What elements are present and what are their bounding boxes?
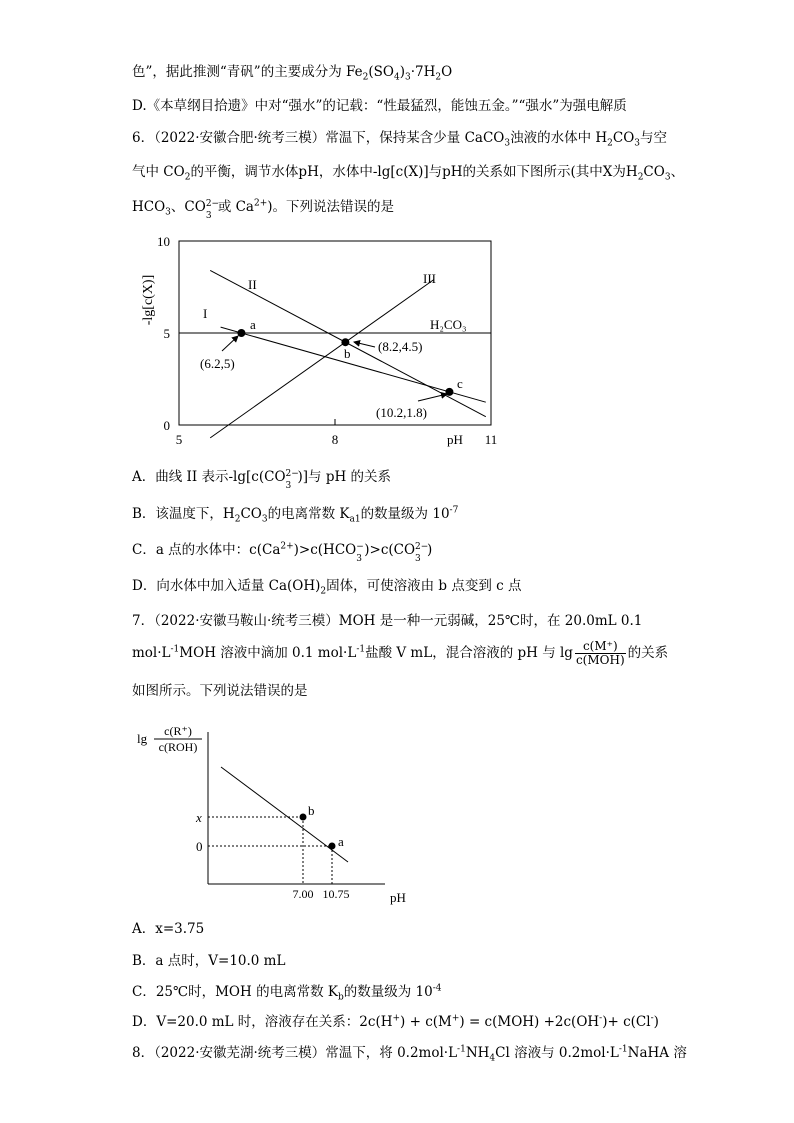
option-d-q5: D.《本草纲目拾遗》中对“强水”的记载：“性最猛烈，能蚀五金。”“强水”为强电解质 (132, 98, 627, 114)
chart1-point-a (237, 329, 245, 337)
chart2-point-b-label: b (308, 803, 315, 818)
question-8-line-1: 8．（2022·安徽芜湖·统考三模）常温下，将 $0.2mol\cdot L^{-1}NH_4Cl$ 溶液与 $0.2mol\cdot L^{-1}NaHA$ 溶 (132, 1044, 687, 1064)
q6-option-b: B．该温度下，$H_2CO_3$的电离常数 $K_{a1}$的数量级为 $10^{-7}$ (132, 505, 459, 525)
chart1-point-c (445, 388, 453, 396)
chart1-arrow-b (354, 342, 375, 347)
chart2-xtick-700: 7.00 (292, 887, 314, 901)
chart1-point-c-label: c (457, 376, 463, 391)
chart2-ytick-x: x (196, 810, 202, 825)
q7-option-d: D．V=20.0 mL 时，溶液存在关系：2c(H+) + c(M+) = c(MOH) +2c(OH-)+ c(Cl-) (132, 1013, 659, 1030)
text-line-1: 色”，据此推测“青矾”的主要成分为 $Fe_2(SO_4)_3\cdot 7H_2O$ (132, 64, 453, 83)
question-6-line-2: 气中 $CO_2$的平衡，调节水体pH，水体中-lg[c(X)]与pH的关系如下图所示(其中X为$H_2CO_3$、 (132, 164, 685, 183)
question-6-line-3: $HCO_3$、CO 2− 3 或 $Ca^{2+}$)。下列说法错误的是 (132, 198, 395, 221)
chart1-xtick-11: 11 (484, 432, 498, 447)
chart1-xlabel: pH (447, 432, 463, 447)
chart-2 (130, 718, 420, 908)
chart1-ytick-0: 0 (163, 418, 170, 433)
q7-fraction: $\frac{c(M^+)}{\text{c(MOH)}}$ (575, 639, 625, 667)
q6-option-a: A．曲线 II 表示-lg[c(CO 2− 3 )]与 pH 的关系 (132, 469, 392, 491)
chart1-label-III: III (423, 271, 436, 286)
question-7-line-2: $mol\cdot L^{-1}MOH$ 溶液中滴加 0.1 $mol\cdot L^{-1}$盐酸 V mL，混合溶液的 pH 与 lg $\frac{c(M^+)}{\text{c(MOH)}}$ 的关系 (132, 639, 669, 667)
q7-option-b: B．a 点时，V=10.0 mL (132, 953, 286, 969)
chart1-xtick-5: 5 (175, 432, 183, 447)
question-6-line-1: 6．（2022·安徽合肥·统考三模）常温下，保持某含少量 CaCO$_3$浊液的水体中 $H_2CO_3$与空 (132, 130, 668, 149)
chart1-point-b (341, 338, 349, 346)
chart1-ytick-10: 10 (157, 234, 170, 249)
chart2-ylabel-prefix: lg (137, 731, 148, 746)
chart2-point-a-label: a (338, 834, 344, 849)
q6-option-d: D．向水体中加入适量 $Ca(OH)_2$固体，可使溶液由 b 点变到 c 点 (132, 578, 522, 597)
q6-option-c: C．a 点的水体中：$c(Ca^{2+})>c(HCO$ − 3 )>c(CO 2− 3 ) (132, 541, 433, 564)
chart-1 (130, 228, 510, 453)
chart1-label-I: I (203, 306, 208, 321)
chart2-ylabel-num: c(R⁺) (164, 724, 192, 738)
chart1-ytick-5: 5 (163, 326, 170, 341)
chart1-annotation-b: (8.2,4.5) (378, 339, 423, 354)
chart2-point-b (300, 814, 307, 821)
chart1-label-h2co3: H₂CO₃ (430, 317, 467, 332)
chart2-ytick-0: 0 (196, 839, 203, 854)
chart2-data-line (221, 767, 348, 862)
q7-option-c: C．25℃时，MOH 的电离常数 $K_b$的数量级为 $10^{-4}$ (132, 983, 442, 1003)
chart2-xlabel: pH (390, 890, 406, 905)
chart1-label-II: II (248, 277, 257, 292)
chart1-point-b-label: b (344, 346, 351, 361)
chart1-ylabel: -lg[c(X)] (141, 274, 156, 326)
chart2-ylabel-den: c(ROH) (158, 740, 198, 754)
chart1-arrow-c (418, 394, 447, 401)
question-7-line-3: 如图所示。下列说法错误的是 (132, 683, 308, 699)
chart1-annotation-a: (6.2,5) (200, 356, 235, 371)
chart1-annotation-c: (10.2,1.8) (376, 405, 427, 420)
chart2-xtick-1075: 10.75 (322, 887, 350, 901)
chart1-point-a-label: a (250, 317, 256, 332)
chart1-xtick-8: 8 (331, 432, 339, 447)
q7-option-a: A．x=3.75 (132, 921, 205, 937)
question-7-line-1: 7．（2022·安徽马鞍山·统考三模）MOH 是一种一元弱碱，25℃时，在 20.0mL 0.1 (132, 613, 643, 629)
chart1-arrow-a (222, 336, 238, 351)
chart2-point-a (329, 843, 336, 850)
